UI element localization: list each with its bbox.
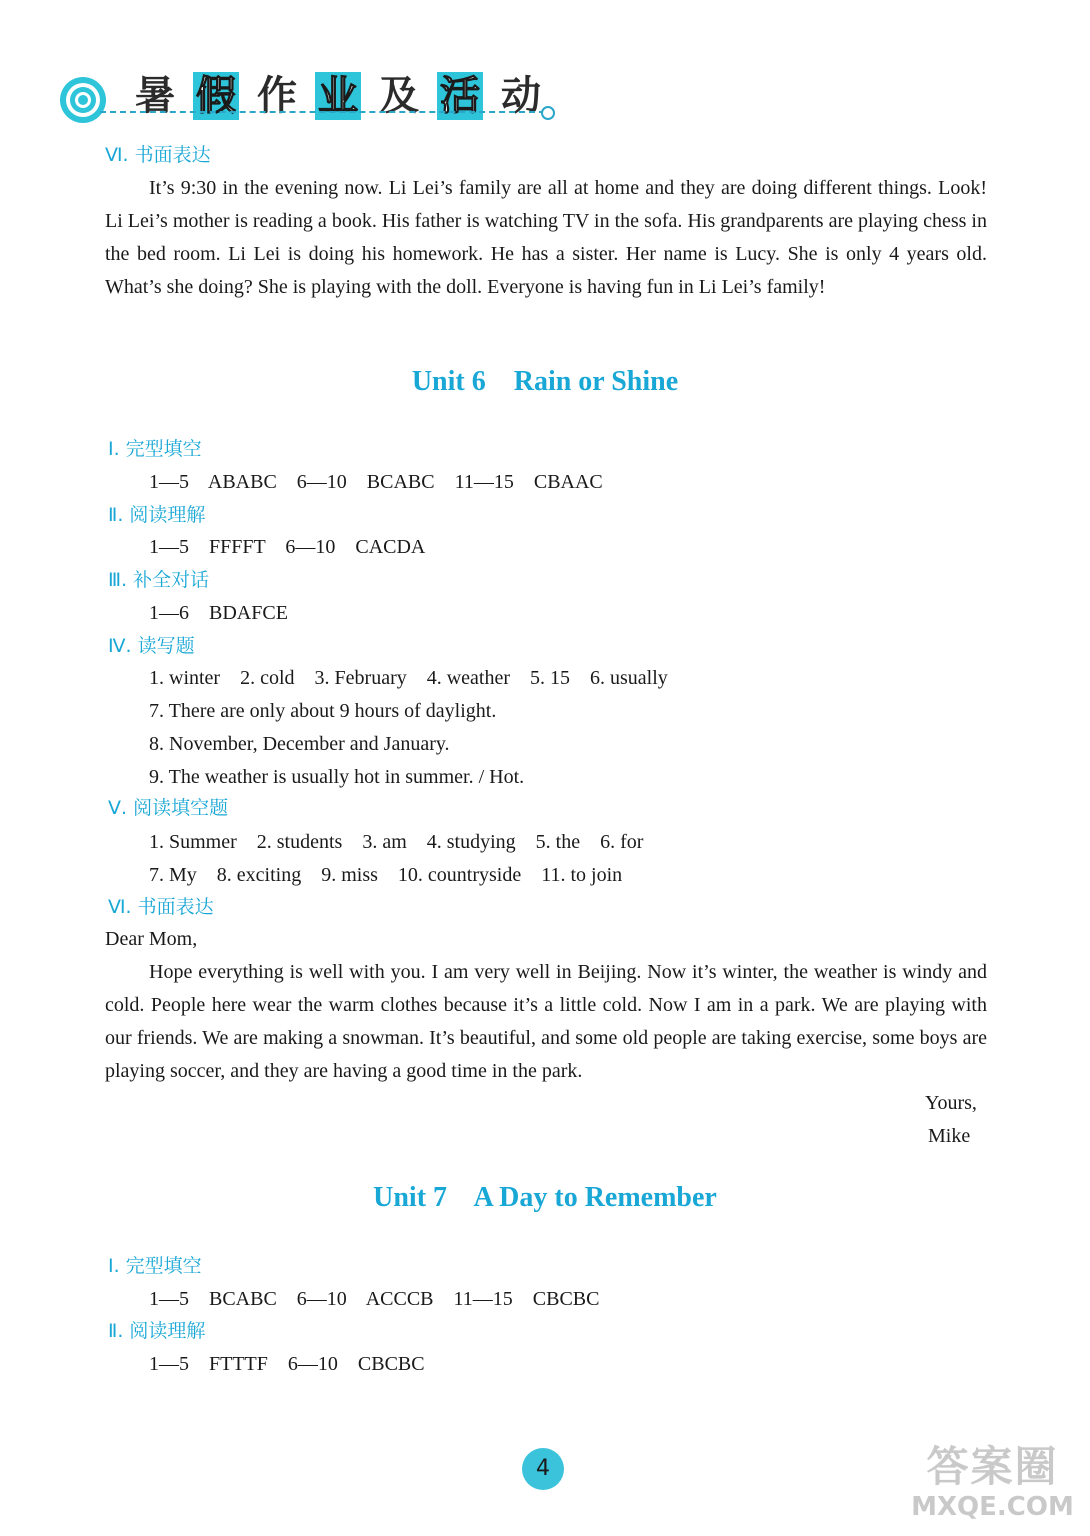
logo-rings-icon — [58, 75, 108, 125]
letter-greeting: Dear Mom, — [105, 928, 198, 950]
header-char: 及 — [379, 73, 419, 119]
answer-line: 1—6 BDAFCE — [149, 602, 288, 624]
watermark — [905, 1442, 1080, 1532]
answer-line: 1—5 ABABC 6—10 BCABC 11—15 CBAAC — [149, 471, 603, 493]
answer-line: 1. winter 2. cold 3. February 4. weather 5. 15 6. usually — [149, 667, 668, 689]
answer-line: 1—5 FFFFT 6—10 CACDA — [149, 536, 426, 558]
header-char: 动 — [501, 73, 541, 119]
watermark-bottom-text: MXQE.COM — [911, 1492, 1074, 1522]
header-dashed-line — [100, 111, 545, 113]
letter-closing: Yours, — [925, 1092, 977, 1114]
section-heading: Ⅴ. 阅读填空题 — [108, 797, 229, 819]
answer-line: 7. My 8. exciting 9. miss 10. countryside 11. to join — [149, 864, 623, 886]
header-end-dot — [541, 106, 555, 120]
letter-body: Hope everything is well with you. I am very well in Beijing. Now it’s winter, the weather is windy and cold. People here wear the warm clothes because it’s a little cold. Now I am in a park. We are playing with our friends. We are making a snowman. It’s beautiful, and some old people are taking exercise, some boys are playing soccer, and they are having a good time in the park. — [105, 961, 987, 1082]
unit-6-title: Unit 6 Rain or Shine — [411, 366, 679, 397]
section-heading: Ⅵ. 书面表达 — [105, 144, 211, 166]
letter-signature: Mike — [928, 1125, 971, 1147]
section-heading: Ⅰ. 完型填空 — [108, 438, 202, 460]
header-char-highlight: 假 — [193, 72, 239, 120]
unit-7-title: Unit 7 A Day to Remember — [373, 1182, 717, 1213]
section-heading: Ⅱ. 阅读理解 — [108, 1320, 206, 1342]
writing-paragraph: It’s 9:30 in the evening now. Li Lei’s family are all at home and they are doing different things. Look! Li Lei’s mother is reading a book. His father is watching TV in the sofa. His grandparents are playing chess in the bed room. Li Lei is doing his homework. He has a sister. Her name is Lucy. She is only 4 years old. What’s she doing? She is playing with the doll. Everyone is having fun in Li Lei’s family! — [105, 177, 987, 298]
answer-line: 7. There are only about 9 hours of daylight. — [149, 700, 497, 722]
section-heading: Ⅲ. 补全对话 — [108, 569, 210, 591]
header-char: 暑 — [135, 73, 175, 119]
section-heading: Ⅵ. 书面表达 — [108, 896, 214, 918]
header-char-highlight: 活 — [437, 72, 483, 120]
watermark-top-text: 答案圈 — [926, 1442, 1059, 1491]
header-char: 作 — [257, 73, 297, 119]
section-heading: Ⅰ. 完型填空 — [108, 1255, 202, 1277]
answer-line: 1—5 FTTTF 6—10 CBCBC — [149, 1353, 425, 1375]
answer-line: 8. November, December and January. — [149, 733, 450, 755]
section-heading: Ⅳ. 读写题 — [108, 635, 195, 657]
answer-line: 1—5 BCABC 6—10 ACCCB 11—15 CBCBC — [149, 1288, 600, 1310]
header-char-highlight: 业 — [315, 72, 361, 120]
page-number: 4 — [522, 1448, 564, 1490]
section-heading: Ⅱ. 阅读理解 — [108, 504, 206, 526]
answer-line: 1. Summer 2. students 3. am 4. studying 5. the 6. for — [149, 831, 644, 853]
answer-line: 9. The weather is usually hot in summer. / Hot. — [149, 766, 525, 788]
